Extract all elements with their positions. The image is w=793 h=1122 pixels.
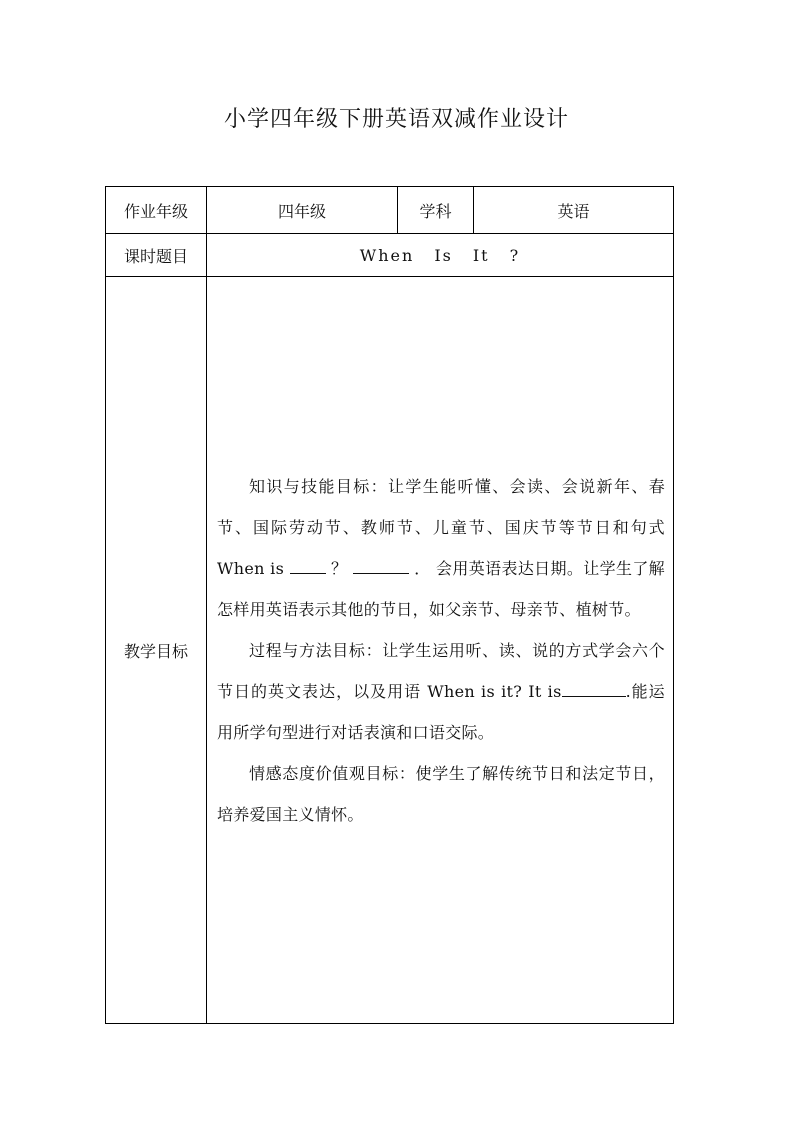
fill-blank: [290, 559, 326, 574]
fill-blank: [353, 559, 409, 574]
subject-value: 英语: [474, 187, 674, 234]
emotion-objective: 情感态度价值观目标：使学生了解传统节日和法定节日，培养爱国主义情怀。: [217, 763, 665, 824]
objectives-content: [207, 277, 674, 1024]
lesson-title: [207, 234, 674, 277]
lesson-word: When: [359, 245, 415, 265]
table-row-grade: [106, 187, 674, 234]
table-row-objectives: [106, 277, 674, 1024]
grade-label: 作业年级: [106, 187, 207, 234]
grade-value: 四年级: [207, 187, 398, 234]
table-row-lesson: [106, 234, 674, 277]
lesson-word: ?: [509, 245, 521, 265]
lesson-word: It: [472, 245, 490, 265]
subject-label: 学科: [398, 187, 474, 234]
fill-blank: [562, 682, 626, 697]
lesson-label: 课时题目: [106, 234, 207, 277]
document-title: 小学四年级下册英语双减作业设计: [223, 107, 569, 132]
knowledge-objective: 知识与技能目标：让学生能听懂、会读、会说新年、春节、国际劳动节、教师节、儿童节、国庆节等节日和句式 When is ？ ． 会用英语表达日期。让学生了解怎样用英语表示其他的节日，如父亲节、母亲节、植树节。: [217, 476, 665, 619]
objectives-label: 教学目标: [106, 277, 207, 1024]
homework-design-table: [105, 186, 674, 1024]
lesson-word: Is: [434, 245, 453, 265]
process-objective: 过程与方法目标：让学生运用听、读、说的方式学会六个节日的英文表达，以及用语 When is it? It is .能运用所学句型进行对话表演和口语交际。: [217, 640, 665, 742]
